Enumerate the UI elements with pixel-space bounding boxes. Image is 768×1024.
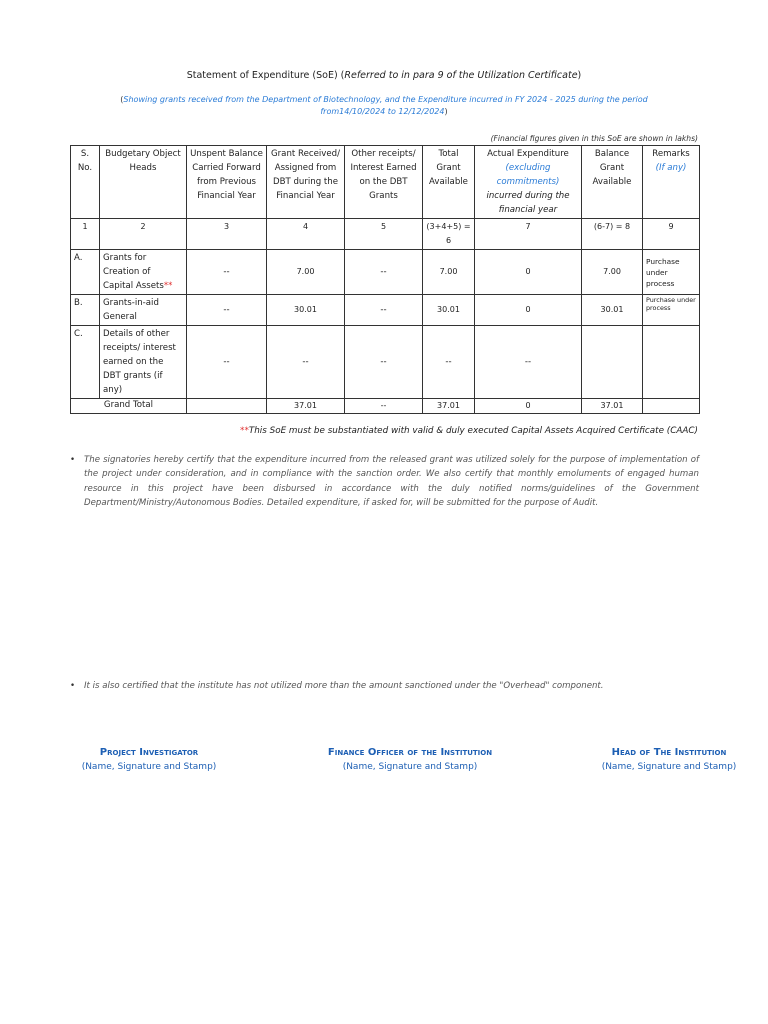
certification-item (70, 453, 699, 510)
grand-total-remarks (643, 399, 700, 414)
row-sno: C. (71, 326, 100, 399)
num-cell: 4 (267, 219, 345, 250)
row-head: Grants-in-aid General (100, 295, 187, 326)
col-heads: Budgetary Object Heads (100, 146, 187, 219)
row-head: Details of other receipts/ interest earned on the DBT grants (if any) (100, 326, 187, 399)
bullet-icon: • (70, 681, 76, 691)
grand-total-label: Grand Total (71, 399, 187, 414)
row-other: -- (345, 295, 423, 326)
row-other: -- (345, 326, 423, 399)
col-total: Total Grant Available (423, 146, 475, 219)
row-actual: 0 (475, 250, 582, 295)
num-cell: 1 (71, 219, 100, 250)
col-other: Other receipts/ Interest Earned on the DBT Grants (345, 146, 423, 219)
certification-item (70, 679, 699, 693)
num-cell: 3 (187, 219, 267, 250)
row-grant: -- (267, 326, 345, 399)
row-balance (582, 326, 643, 399)
certification-text: It is also certified that the institute has not utilized more than the amount sanctioned under the "Overhead" component. (84, 681, 604, 691)
row-remarks: Purchase under process (643, 295, 700, 326)
grand-total-unspent (187, 399, 267, 414)
signatory-finance-officer (320, 746, 500, 774)
header-row (71, 146, 700, 219)
soe-table (70, 145, 700, 414)
num-cell: 5 (345, 219, 423, 250)
certification-text: The signatories hereby certify that the expenditure incurred from the released grant was utilized solely for the purpose of implementation of the project under consideration, and in compliance with the sanction order. We also certify that monthly emoluments of engaged human resource in this project have been disbursed in accordance with the duly notified norms/guidelines of the Government Department/Ministry/Autonomous Bodies. Detailed expenditure, if asked for, will be submitted for the purpose of Audit. (84, 455, 699, 508)
row-grant: 30.01 (267, 295, 345, 326)
row-actual: -- (475, 326, 582, 399)
numbering-row (71, 219, 700, 250)
signatory-role: Finance Officer of the Institution (327, 747, 493, 758)
grand-total-actual: 0 (475, 399, 582, 414)
row-sno: A. (71, 250, 100, 295)
num-cell: (6-7) = 8 (582, 219, 643, 250)
num-cell: (3+4+5) = 6 (423, 219, 475, 250)
signatory-sub: (Name, Signature and Stamp) (601, 762, 737, 772)
signatory-role: Head of The Institution (611, 747, 727, 758)
col-remarks: Remarks (If any) (643, 146, 700, 219)
row-balance: 7.00 (582, 250, 643, 295)
signatory-head-institution (590, 746, 748, 774)
col-grant: Grant Received/ Assigned from DBT during the Financial Year (267, 146, 345, 219)
col-balance: Balance Grant Available (582, 146, 643, 219)
grand-total-balance: 37.01 (582, 399, 643, 414)
bullet-icon: • (70, 455, 76, 465)
row-total: 7.00 (423, 250, 475, 295)
grand-total-total: 37.01 (423, 399, 475, 414)
col-actual: Actual Expenditure (excluding commitments) incurred during the financial year (475, 146, 582, 219)
signatory-sub: (Name, Signature and Stamp) (81, 762, 217, 772)
caac-note: **This SoE must be substantiated with valid & duly executed Capital Assets Acquired Certificate (CAAC) (240, 426, 698, 436)
table-row (71, 295, 700, 326)
grand-total-row (71, 399, 700, 414)
row-head: Grants for Creation of Capital Assets** (100, 250, 187, 295)
row-grant: 7.00 (267, 250, 345, 295)
row-unspent: -- (187, 250, 267, 295)
row-remarks: Purchase under process (643, 250, 700, 295)
row-total: -- (423, 326, 475, 399)
num-cell: 7 (475, 219, 582, 250)
grand-total-other: -- (345, 399, 423, 414)
num-cell: 9 (643, 219, 700, 250)
row-total: 30.01 (423, 295, 475, 326)
row-balance: 30.01 (582, 295, 643, 326)
signatory-role: Project Investigator (99, 747, 199, 758)
row-other: -- (345, 250, 423, 295)
table-row (71, 250, 700, 295)
page-title: Statement of Expenditure (SoE) (Referred to in para 9 of the Utilization Certificate) (186, 70, 582, 81)
financial-figures-note: (Financial figures given in this SoE are shown in lakhs) (490, 134, 698, 143)
page-subtitle: (Showing grants received from the Department of Biotechnology, and the Expenditure incurred in FY 2024 - 2025 during the period from14/10/2024 to 12/12/2024) (120, 95, 648, 116)
row-unspent: -- (187, 295, 267, 326)
signatory-sub: (Name, Signature and Stamp) (342, 762, 478, 772)
col-sno: S. No. (71, 146, 100, 219)
row-unspent: -- (187, 326, 267, 399)
row-actual: 0 (475, 295, 582, 326)
col-unspent: Unspent Balance Carried Forward from Previous Financial Year (187, 146, 267, 219)
row-sno: B. (71, 295, 100, 326)
num-cell: 2 (100, 219, 187, 250)
signatory-project-investigator (70, 746, 228, 774)
table-row (71, 326, 700, 399)
row-remarks (643, 326, 700, 399)
grand-total-grant: 37.01 (267, 399, 345, 414)
